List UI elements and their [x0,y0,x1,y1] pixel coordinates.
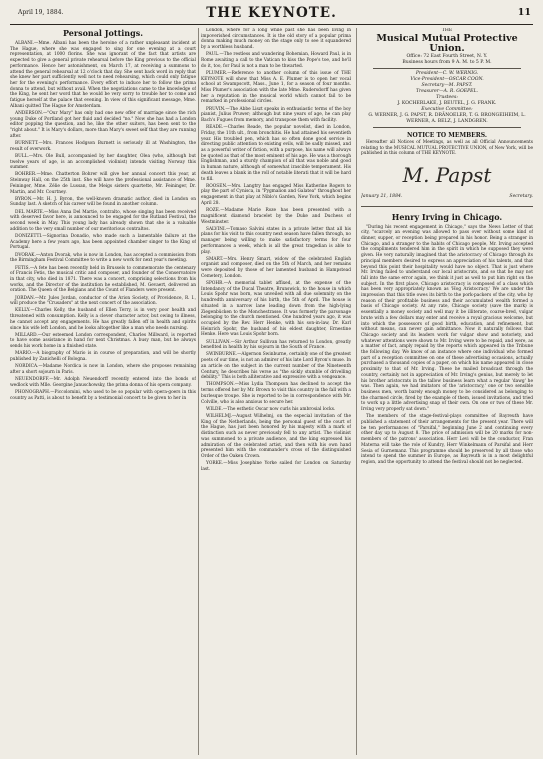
signature-role: Secretary. [509,193,533,199]
signature-line [361,194,533,199]
paragraph: BURNETT.—Mrs. Frances Hodgson Burnett is seriously ill at Washington, the result of overwork. [10,140,196,152]
paragraph: ROOSEN.—Mrs. Langtry has engaged Miss Katherine Rogers to play the part of Cynisca, in "Pygmalion and Galatea" throughout her engagement in that play at Niblo's Garden, New York, which begins April 28. [201,183,351,206]
officer-line: Vice-President—OSCAR COON. [410,77,484,82]
paragraph: ANDERSON.—"Our Mary" has only had one new offer of marriage since the rich young Duke of Portland got her fluid and decided "no." Now she has had a London editor popping the question, and he, like the other suitors, has been sent to the "right about." It is Mary's dollars, more than Mary's sweet self that they are running after. [10,110,196,139]
paragraph: MARIO.—A biography of Mario is in course of preparation, and will be shortly published by Zanichelli of Bologna. [10,351,196,363]
officer-line: President—C. W. WERNIG. [415,71,479,76]
paragraph: NEUENDORFF.—Mr. Adolph Neuendorff recently entered into the bonds of wedlock with Mlle. Georgine Januschowsky, the prima donna of his opera company. [10,377,196,388]
paragraph: WILHELMJ.—August Wilhelmj, on the especial invitation of the King of the Netherlands, being the personal guest of the court of the Hague, has just been honored by his majesty with a mark of distinction such as never previously fell to any artist. The violinist was summoned to a private audience, and the king expressed his admiration of the celebrated artist, and then with his own hand presented him with the commander's cross of the distinguished Order of the Oaken Crown. [201,414,351,459]
union-notice-box [361,28,533,207]
paragraph: SULLIVAN.—Sir Arthur Sullivan has returned to London, greatly benefited in health by his sojourn in the South of France. [201,339,351,351]
section-heading: Personal Jottings. [62,28,144,38]
paragraph: THOMPSON.—Miss Lydia Thompson has declined to accept the terms offered her by Mr. Brown to visit this country in the fall with a burlesque troupe. She is reported to be in correspondence with Mr. Colville, who is also anxious to secure her. [201,382,351,405]
paragraph: READE.—Charles Reade, the popular novelist, died in London, Friday, the 11th ult., from bronchitis. He had attained his seventieth year. His troubled pen, which has so often done good service in directing public attention to existing evils, will be sadly missed, and as a powerful writer of fiction, with a purpose, his name will always be quoted as that of the most eminent of his age. He was a thorough Englishman, and a sturdy champion of all that was noble and good in human nature, although of somewhat irascible temperament. His death leaves a blank in the roll of notable literati that it will be hard to fill. [201,125,351,182]
paragraph: DONIZETTI.—Signorina Donadio, who made such a lamentable failure at the Academy here a few years ago, has been appointed chamber singer to the King of Portugal. [10,234,196,251]
paragraph: FETIS.—A fete has been recently held in Brussels to commemorate the centenary of Francis Fetis, the musical critic and composer, and founder of the Conservatoire in that city, who died in 1871. There was a concert, comprising selections from his works, and the Director of the institution he established, M. Gevaert, delivered an oration. The Queen of the Belgians and the Count of Flanders were present. [10,265,196,294]
newspaper-title: THE KEYNOTE. [206,5,337,21]
paragraph: KELLY.—Charles Kelly, the husband of Ellen Terry, is in very poor health and threatened with consumption. Kelly is a clever character actor, but owing to illness, he cannot accept any engagements. He has greatly fallen off in health and spirits since his wife left London, and he looks altogether like a man who needs nursing. [10,308,196,331]
notice-heading: NOTICE TO MEMBERS. [407,132,487,139]
page-number: 11 [517,7,531,18]
officer-line: Treasurer—A. R. GOEPEL. [415,89,479,94]
paragraph: The members of the stage-festival-plays committee of Bayreuth have published a statement of their arrangements for the present year. There will be ten performances of "Parsifal," beginning June 2 and continuing every other day up to August 8. The price of admission will be 20 marks for non-members of the patrons' association. Herr Levi will be the conductor, Fran Materna will take the role of Kundry, Herr Winkelmann of Parsifal and Herr Sesia of Gurnemanz. This programme should be preserved by all those who intend to spend the summer in Europe, as Bayreuth is in a most delightful region, and the opportunity to attend the festival should not be neglected. [361,414,533,465]
paragraph: London, where for a long while past she has been living in impoverished circumstances. It is the old story of a popular prima donna making much money on the stage only to see it squandered by a worthless husband. [201,28,351,51]
paragraph: BOHRER.—Mme. Chatterton Bohrer will give her annual concert this year, at Steinway Hall, on the 25th inst. She will have the professional assistance of Mme. Feininger, Mme. Zélie de Lussan, the Meigs sisters quartette, Mr. Feininger, Dr. Martin, and Mr. Courtney. [10,172,196,195]
paragraph: BYRON.—Mr. H. J. Byron, the well-known dramatic author, died in London on Sunday last. A sketch of his career will be found in another column. [10,196,196,208]
paragraph: DEL MARTE.—Miss Anna Del Martie, contralto, whose singing has been received with deserved favor here, is announced to be engaged for the Rutland Festival, the second week in May. This young lady has already shown that she is a valuable addition to the very small number of our meritorious contraltos. [10,209,196,232]
paragraph: SPOHR.—A memorial tablet affixed, at the expense of the Intendancy of the Ducal Theatre, Brunswick, to the house in which Louis Spohr was born, was unveiled with all due solemnity on the hundredth anniversary of his birth, the 5th of April. The house is situated in a narrow lane leading down from the high-lying Ziegenbücken to the Monchestrasse. It was formerly the parsonage belonging to the church mentioned. One hundred years ago, it was occupied by the Rev. Herr Henke, with his son-in-law, Dr. Karl Heinrich Spohr, the husband of his eldest daughter, Ernestine Henke. Here was Louis Spohr born. [201,281,351,338]
secretary-signature: M. Papst [402,162,492,187]
paragraph: ROZE.—Madame Marie Roze has been presented with a magnificent diamond bracelet by the Duke and Duchess of Westminster. [201,208,351,225]
office-address: Office: 72 East Fourth Street, N. Y. [406,54,488,59]
paragraph: WILDE.—The esthetic Oscar now curls his ambrosial locks. [206,406,336,412]
paragraph: SWINBURNE.—Algernon Swinburne, certainly one of the greatest poets of our time, is not an admirer of his late Lord Byron's muse. In an article on the subject in the current number of the Nineteenth Century, he describes his verse as "the sickly stumble of drivelling debility." This is both alliterative and expressive with a vengeance. [201,352,351,381]
paragraph: ALBANI.—Mme. Albani has been the heroine of a rather unpleasant incident at The Hague, where she was engaged to sing for one evening at a court representation, at 1000 florins. She was ignorant of the fact that artists are expected to give a general private rehearsal before the King previous to the official performance. Hence her astonishment, on March 17, at receiving a summons to attend the general rehearsal at 12 o'clock that day. She sent back word in reply that she knew her part sufficiently well not to need rehearsing, which could only fatigue her for the evening's performance. Every effort to induce her to follow the prima donna to attend, but without avail. When the negotiations came to the knowledge of the King, he sent her word that he would be very sorry to trouble her to come and fatigue herself at the palace that evening. In view of this significant message, Mme. Albani quitted The Hague for Amsterdam. [10,41,196,109]
masthead [10,5,533,25]
trustees-list: J. KOCHERLAKE, J. BEUTEL, J. G. FRANK. [397,101,497,106]
signature-date: January 21, 1884. [361,193,403,199]
paragraph: SMART.—Mrs. Henry Smart, widow of the celebrated English organist and composer, died on the 5th of March, and her remains were deposited by those of her lamented husband in Hampstead Cemetery, London. [201,256,351,279]
column-middle [201,28,351,755]
paragraph: PLUMER.—Reference to another column of this issue of THE KEYNOTE will show that Miss A. E. Plumer is to open her vocal school at Swampscott, Mass., June 1, for a season of four months. Miss Plumer's association with the late Mme. Rudersdorff has given her a reputation in the musical world which cannot fail to be remarked in professional circles. [201,70,351,105]
paragraph: JORDAN.—Mr. Jules Jordan, conductor of the Arion Society, of Providence, R. I., will produce the "Crusaders" at the next concert of the association. [10,295,196,307]
columns [10,28,533,755]
issue-date: April 19, 1884. [18,9,64,16]
union-name: Musical Mutual Protective Union. [376,33,518,54]
paragraph: MILLARD.—Our esteemed London correspondent, Charles Millward, is reported to have some assistance in hand for next Christmas. A busy man, but he always sends his work home in a finished state. [10,332,196,350]
notice-text: Hereafter all Notices of Meetings, as well as all Official Announcements relating to the MUSICAL MUTUAL PROTECTIVE UNION, of New York, will be published in this column of THE KEYNOTE. [361,140,533,157]
officer-line: Secretary—M. PAPST. [421,83,473,88]
paragraph: BULL.—Mrs. Ole Bull, accompanied by her daughter, Olea (who, although but twelve years of age, is an accomplished violinist) intends visiting Norway this summer. [10,153,196,171]
column-left [10,28,196,755]
paragraph: SALVINI.—Tomaso Salvini states in a private letter that all his plans for his visit to this country next season have fallen through, no manager being willing to make satisfactory terms for four performances a week, which is all the great tragedian is able to play. [201,226,351,255]
paragraph: PRUVIN.—The Abbe Liszt speaks in enthusiastic terms of the boy pianist, Julius Pruwer; although but nine years of age, he can play Bach's Fugues from memory, and transpose them with facility. [201,106,351,124]
column-right [361,28,533,755]
article-heading: Henry Irving in Chicago. [391,211,503,222]
column-divider [356,28,357,755]
divider [373,127,521,128]
paragraph: "During his recent engagement in Chicago," says the News Letter of that city, "scarcely an evening was allowed to pass over without some kind of dinner, supper, or reception being prepared in his honor. Being a stranger in Chicago, and a stranger to the habits of Chicago people, Mr. Irving accepted the compliments tendered him in the spirit in which he supposed they were given. He very naturally imagined that the aristocracy of Chicago through its principal members desired to express an appreciation of his talents, and that beyond this point their hospitality would have no object. That is just where Mr. Irving failed to understand our local aristocrats, and so that he may not fall into the same error again, we think it just as well to put him right on the subject. In the first place, Chicago aristocracy is composed of a class which has been very appropriately known as 'Hog Aristocracy.' We are under the impression that this title owes its birth to the pork-packers of the city, who by reason of their profitable business and their accumulated wealth formed a basis of Chicago society. At any rate, Chicago society (save the mark) is essentially a money society and well may it be illiterate, coarse-bred, vulgar brute with a few dollars may enter and receive a royal gracious welcome, but into which the possessors of good birth, education, and refinement, but without means, can never gain admittance. Now it naturally follows that Chicago society and its leaders work for vulgar show and notoriety, and whatever attentions were shown to Mr. Irving were to be repaid, and were, as a matter of fact, amply repaid by the reports which appeared in the Tribune the following day. We know of an instance where one individual who formed part of a reception committee on one of these advertising occasions, actually purchased a thousand copies of a paper, on which his name appeared in close proximity to that of Mr. Irving. These he mailed broadcast through the country, certainly not in appreciation of Mr. Irving's genius, but merely to let his brother aristocrats in the tallow business learn what a regular 'dawg' he was. Then again, we had imitators of the 'aristocracy,' one or two sensible business men, worth barely enough money to be considered as belonging to the charmed circle, fired by the example of them, issued invitations, and tried to work up a little advertising snap of their own. On one or two of these Mr. Irving very properly sat down." [361,224,533,413]
executive-list: G. WERNER, J. G. PAPST, R. DRÄNOELER, T. G. BRONGEIHEIM, L. WERNER, A. BELZ, J. LANDGREN. [368,113,526,124]
business-hours: Business hours from 9 A. M. to 5 P. M. [402,60,492,65]
paragraph: DVORAK.—Anton Dvorak, who is now in London, has accepted a commission from the Birmingham Festival Committee to write a new work for next year's meeting. [10,252,196,264]
ad-kicker: THE [441,28,453,33]
divider [373,68,521,69]
column-divider [198,28,199,755]
paragraph: YORKE.—Miss Josephine Yorke sailed for London on Saturday last. [201,461,351,472]
paragraph: PAUL.—The restless and wandering Bohemian, Howard Paul, is in Rome awaiting a call to the Vatican to kiss the Pope's toe, and he'll do it, too, for Paul is not a man to be thwarted. [201,52,351,69]
executive-label: Executive Committee: [421,107,473,112]
trustees-label: Trustees: [436,95,458,100]
paragraph: NORDICA.—Madame Nordica is now in London, where she proposes remaining after a short sojourn in Paris. [10,364,196,375]
paragraph: PHONOGRAPH.—Piccolomini, who used to be so popular with opera-goers in this country as Patti, is about to benefit by a testimonial concert to be given to her in [10,390,196,401]
